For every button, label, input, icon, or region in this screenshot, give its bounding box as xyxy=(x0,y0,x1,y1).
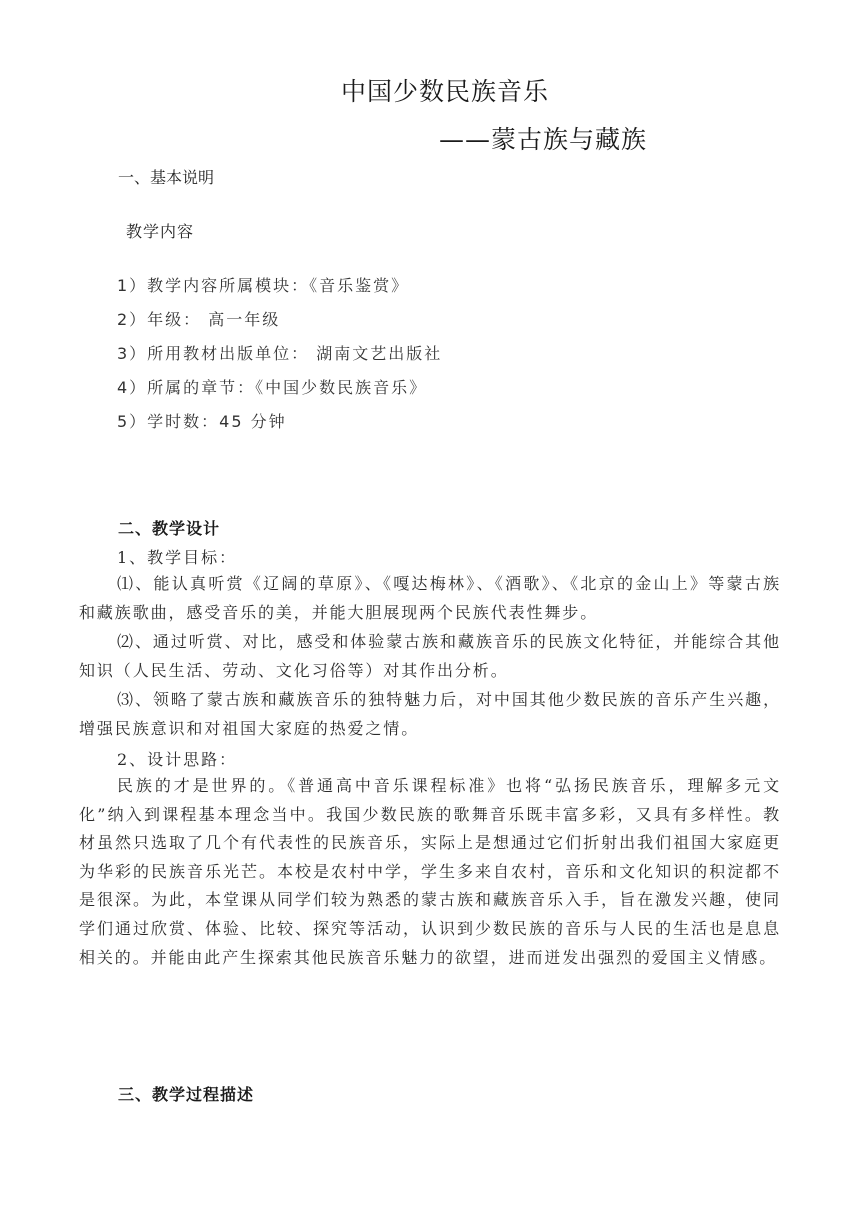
goals-label: 1、教学目标： xyxy=(117,548,238,567)
goal-2: ⑵、通过听赏、对比，感受和体验蒙古族和藏族音乐的民族文化特征，并能综合其他知识（人民生活、劳动、文化习俗等）对其作出分析。 xyxy=(79,632,781,680)
section-2-heading: 二、教学设计 xyxy=(118,519,221,538)
info-item-publisher: 3）所用教材出版单位： 湖南文艺出版社 xyxy=(117,344,443,363)
design-paragraph: 民族的才是世界的。《普通高中音乐课程标准》也将“弘扬民族音乐，理解多元文化”纳入到课程基本理念当中。我国少数民族的歌舞音乐既丰富多彩，又具有多样性。教材虽然只选取了几个有代表性的民族音乐，实际上是想通过它们折射出我们祖国大家庭更为华彩的民族音乐光芒。本校是农村中学，学生多来自农村，音乐和文化知识的积淀都不是很深。为此，本堂课从同学们较为熟悉的蒙古族和藏族音乐入手，旨在激发兴趣，使同学们通过欣赏、体验、比较、探究等活动，认识到少数民族的音乐与人民的生活也是息息相关的。并能由此产生探索其他民族音乐魅力的欲望，进而迸发出强烈的爱国主义情感。 xyxy=(79,776,781,967)
goal-3: ⑶、领略了蒙古族和藏族音乐的独特魅力后，对中国其他少数民族的音乐产生兴趣，增强民族意识和对祖国大家庭的热爱之情。 xyxy=(79,690,781,738)
section-3-heading: 三、教学过程描述 xyxy=(118,1085,255,1104)
info-item-chapter: 4）所属的章节：《中国少数民族音乐》 xyxy=(117,378,428,397)
info-item-module: 1）教学内容所属模块：《音乐鉴赏》 xyxy=(117,276,410,295)
info-item-grade: 2）年级： 高一年级 xyxy=(117,310,281,329)
section-1-heading: 一、基本说明 xyxy=(118,168,215,187)
design-label: 2、设计思路： xyxy=(117,750,238,769)
document-title: 中国少数民族音乐 xyxy=(340,77,549,106)
goal-1: ⑴、能认真听赏《辽阔的草原》、《嘎达梅林》、《酒歌》、《北京的金山上》等蒙古族和藏族歌曲，感受音乐的美，并能大胆展现两个民族代表性舞步。 xyxy=(79,574,781,622)
info-item-duration: 5）学时数：45 分钟 xyxy=(117,412,287,431)
document-subtitle: ——蒙古族与藏族 xyxy=(439,125,648,154)
teaching-content-label: 教学内容 xyxy=(126,222,195,241)
